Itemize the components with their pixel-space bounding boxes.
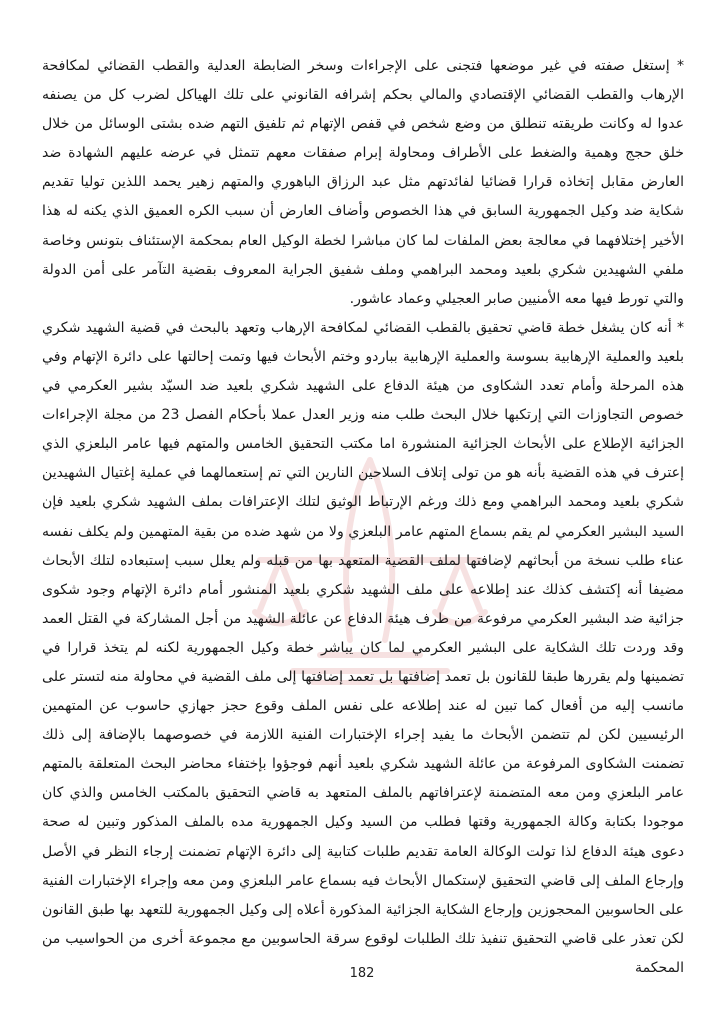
paragraph-2: * أنه كان يشغل خطة قاضي تحقيق بالقطب القضائي لمكافحة الإرهاب وتعهد بالبحث في قضية الشهيد شكري بلعيد والعملية الإرهابية بسوسة والعملية الإرهابية بباردو وختم الأبحاث فيها وتمت إحالتها على دائرة الإتهام وفي هذه المرحلة وأمام تعدد الشكاوى من هيئة الدفاع على الشهيد شكري بلعيد ضد السيّد بشير العكرمي في خصوص التجاوزات التي إرتكبها خلال البحث طلب منه وزير العدل عملا بأحكام الفصل 23 من مجلة الإجراءات الجزائية الإطلاع على الأبحاث الجزائية المنشورة اما مكتب التحقيق الخامس والمتهم فيها عامر البلعزي الذي إعترف في هذه القضية بأنه هو من تولى إتلاف السلاحين النارين التي تم إستعمالهما في عملية إغتيال الشهيدين شكري بلعيد ومحمد البراهمي ومع ذلك ورغم الإرتباط الوثيق لتلك الإعترافات بملف الشهيد شكري بلعيد فإن السيد البشير العكرمي لم يقم بسماع المتهم عامر البلعزي ولا من شهد ضده من بقية المتهمين ولم يكلف نفسه عناء طلب نسخة من أبحاثهم لإضافتها لملف القضية المتعهد بها من قبله ولم يعلل سبب إستبعاده لتلك الأبحاث مضيفا أنه إكتشف كذلك عند إطلاعه على ملف الشهيد شكري بلعيد المنشور أمام دائرة الإتهام وجود شكوى جزائية ضد البشير العكرمي مرفوعة من طرف هيئة الدفاع عن عائلة الشهيد من أجل المشاركة في القتل العمد وقد وردت تلك الشكاية على البشير العكرمي لما كان يباشر خطة وكيل الجمهورية لكنه لم يتخذ قرارا في تضمينها ولم يقررها طبقا للقانون بل تعمد إضافتها بل تعمد إضافتها إلى ملف القضية في محاولة منه لتستر على مانسب إليه من أفعال كما تبين له عند إطلاعه على نفس الملف وقوع حجز جهازي حاسوب عن المتهمين الرئيسيين لكن لم تتضمن الأبحاث ما يفيد إجراء الإختبارات الفنية اللازمة في خصوصهما بالإضافة إلى ذلك تضمنت الشكاوى المرفوعة من عائلة الشهيد شكري بلعيد أنهم فوجؤوا بإختفاء محاضر البحث المتعلقة بالمتهم عامر البلعزي ومن معه المتضمنة لإعترافاتهم بالملف المتعهد به قاضي التحقيق بالمكتب الخامس والذي كان موجودا بكتابة وكالة الجمهورية وقتها فطلب من السيد وكيل الجمهورية مده بالملف المذكور وتبين له صحة دعوى هيئة الدفاع لذا تولت الوكالة العامة تقديم طلبات كتابية إلى دائرة الإتهام تضمنت إرجاء النظر في الأصل وإرجاع الملف إلى قاضي التحقيق لإستكمال الأبحاث فيه بسماع عامر البلعزي ومن معه وإجراء الإختبارات الفنية على الحاسوبين المحجوزين وإرجاع الشكاية الجزائية المذكورة أعلاه إلى وكيل الجمهورية للتعهد بها طبق القانون لكن تعذر على قاضي التحقيق تنفيذ تلك الطلبات لوقوع سرقة الحاسوبين مع مجموعة أخرى من الحواسيب من المحكمة <box>42 319 684 976</box>
paragraph-1: * إستغل صفته في غير موضعها فتجنى على الإجراءات وسخر الضابطة العدلية والقطب القضائي لمكافحة الإرهاب والقطب القضائي الإقتصادي والمالي بحكم إشرافه القانوني على تلك الهياكل لضرب كل من يصنفه عدوا له وكانت طريقته تنطلق من وضع شخص في قفص الإتهام ثم تلفيق التهم ضده بشتى الوسائل من خلال خلق حجج وهمية والضغط على الأطراف ومحاولة إبرام صفقات معهم تتمثل في عرضه عليهم الشهادة ضد العارض مقابل إتخاذه قرارا قضائيا لفائدتهم مثل عبد الرزاق الباهوري والمتهم زهير يحمد اللذين توليا تقديم شكاية ضد وكيل الجمهورية السابق في هذا الخصوص وأضاف العارض أن سبب الكره العميق الذي يكنه له هذا الأخير إختلافهما في معالجة بعض الملفات لما كان مباشرا لخطة الوكيل العام بمحكمة الإستئناف بتونس وخاصة ملفي الشهيدين شكري بلعيد ومحمد البراهمي وملف شفيق الجراية المعروف بقضية التآمر على أمن الدولة والتي تورط فيها معه الأمنيين صابر العجيلي وعماد عاشور. <box>42 58 684 307</box>
document-body <box>42 52 684 983</box>
page-number: 182 <box>349 966 375 981</box>
